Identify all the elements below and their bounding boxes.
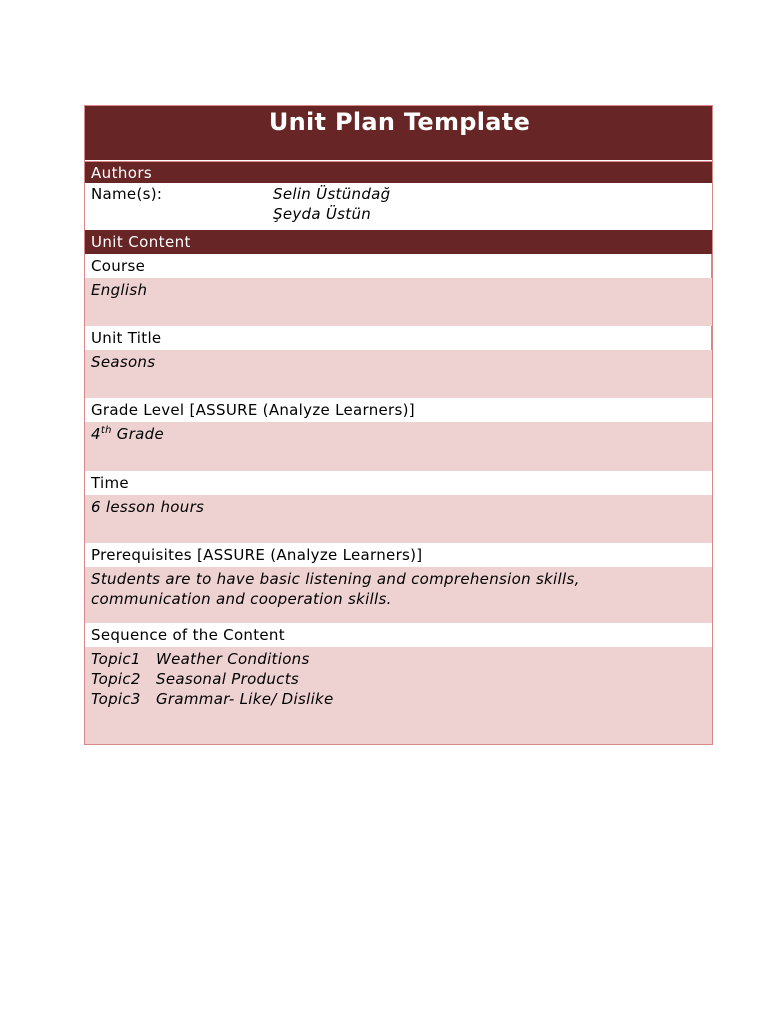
grade-level-value (85, 422, 713, 471)
sequence-label: Sequence of the Content (85, 623, 713, 647)
prerequisites-line: communication and cooperation skills. (91, 590, 392, 608)
document-title: Unit Plan Template (85, 106, 713, 160)
author-name: Selin Üstündağ (273, 185, 391, 203)
topic-id: Topic3 (91, 690, 141, 708)
grade-level-label: Grade Level [ASSURE (Analyze Learners)] (85, 398, 713, 422)
topic-name: Seasonal Products (156, 670, 300, 688)
course-value: English (85, 278, 713, 326)
topic-item (91, 669, 713, 689)
author-names (273, 184, 390, 224)
unit-content-section-header: Unit Content (85, 230, 713, 254)
course-label: Course (85, 254, 713, 278)
authors-names-row (85, 183, 713, 230)
cell-border (711, 254, 712, 278)
unit-title-label: Unit Title (85, 326, 713, 350)
topic-name: Weather Conditions (156, 650, 310, 668)
grade-word: Grade (111, 425, 165, 443)
unit-plan-table (84, 105, 713, 745)
prerequisites-line: Students are to have basic listening and comprehension skills, (91, 570, 580, 588)
topic-id: Topic1 (91, 650, 141, 668)
time-label: Time (85, 471, 713, 495)
topic-item (91, 649, 713, 669)
grade-ordinal-suffix: th (100, 425, 112, 436)
authors-section-header: Authors (85, 161, 713, 183)
unit-title-value: Seasons (85, 350, 713, 398)
names-label: Name(s): (91, 185, 163, 203)
prerequisites-label: Prerequisites [ASSURE (Analyze Learners)] (85, 543, 713, 567)
cell-border (711, 326, 712, 350)
grade-number: 4 (91, 425, 101, 443)
prerequisites-value (85, 567, 713, 623)
topic-item (91, 689, 713, 709)
sequence-value (85, 647, 713, 745)
topic-id: Topic2 (91, 670, 141, 688)
topic-name: Grammar- Like/ Dislike (156, 690, 334, 708)
author-name: Şeyda Üstün (273, 205, 372, 223)
time-value: 6 lesson hours (85, 495, 713, 543)
